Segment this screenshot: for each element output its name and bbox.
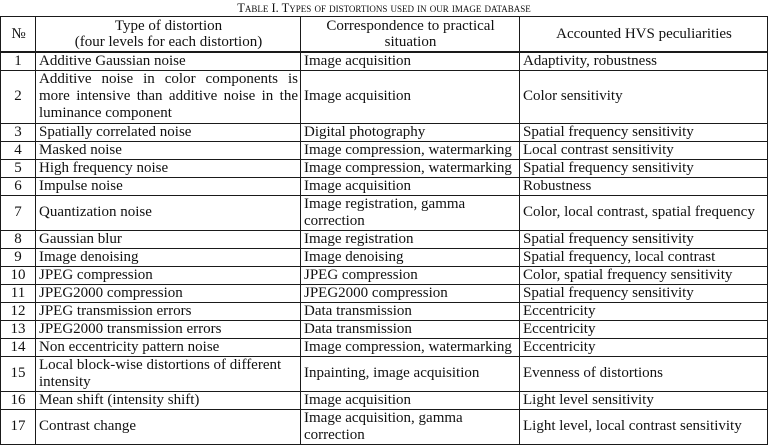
cell-correspondence: Image registration, gamma correction [301, 195, 520, 230]
cell-num: 17 [1, 409, 36, 444]
table-row [1, 391, 768, 409]
header-corr-line1: Correspondence to practical [326, 17, 495, 34]
cell-type: Mean shift (intensity shift) [36, 391, 301, 409]
cell-correspondence: Image acquisition [301, 177, 520, 195]
cell-type: JPEG transmission errors [36, 302, 301, 320]
cell-correspondence: Digital photography [301, 123, 520, 141]
cell-type: Spatially correlated noise [36, 123, 301, 141]
cell-type: Masked noise [36, 141, 301, 159]
cell-correspondence: Image acquisition [301, 391, 520, 409]
cell-hvs: Spatial frequency sensitivity [520, 159, 768, 177]
cell-hvs: Spatial frequency, local contrast [520, 248, 768, 266]
cell-correspondence: Image acquisition, gamma correction [301, 409, 520, 444]
cell-hvs: Light level sensitivity [520, 391, 768, 409]
table-row [1, 302, 768, 320]
cell-correspondence: Image registration [301, 230, 520, 248]
table-row [1, 230, 768, 248]
cell-correspondence: JPEG2000 compression [301, 284, 520, 302]
cell-type: High frequency noise [36, 159, 301, 177]
cell-hvs: Eccentricity [520, 338, 768, 356]
cell-type: Image denoising [36, 248, 301, 266]
table-row [1, 338, 768, 356]
table-header-row [1, 17, 768, 52]
cell-hvs: Eccentricity [520, 302, 768, 320]
distortions-table [0, 16, 768, 445]
cell-num: 16 [1, 391, 36, 409]
table-row [1, 195, 768, 230]
cell-correspondence: Data transmission [301, 320, 520, 338]
cell-correspondence: Image compression, watermarking [301, 159, 520, 177]
table-row [1, 141, 768, 159]
cell-type: Additive Gaussian noise [36, 52, 301, 71]
cell-num: 4 [1, 141, 36, 159]
cell-num: 13 [1, 320, 36, 338]
cell-type: JPEG2000 transmission errors [36, 320, 301, 338]
caption-prefix: Table I. [237, 1, 282, 15]
header-hvs: Accounted HVS peculiarities [520, 17, 768, 52]
cell-hvs: Evenness of distortions [520, 356, 768, 391]
cell-type: Local block-wise distortions of different intensity [36, 356, 301, 391]
cell-type: Gaussian blur [36, 230, 301, 248]
cell-correspondence: Image compression, watermarking [301, 141, 520, 159]
cell-hvs: Color sensitivity [520, 70, 768, 123]
cell-num: 15 [1, 356, 36, 391]
table-row [1, 284, 768, 302]
table-caption [0, 0, 768, 16]
header-type [36, 17, 301, 52]
cell-num: 11 [1, 284, 36, 302]
header-type-line2: (four levels for each distortion) [74, 33, 263, 50]
table-row [1, 70, 768, 123]
header-correspondence [301, 17, 520, 52]
table-row [1, 248, 768, 266]
cell-type: Non eccentricity pattern noise [36, 338, 301, 356]
table-row [1, 52, 768, 71]
cell-type: JPEG compression [36, 266, 301, 284]
cell-correspondence: Image compression, watermarking [301, 338, 520, 356]
table-row [1, 356, 768, 391]
cell-correspondence: Image acquisition [301, 70, 520, 123]
cell-num: 2 [1, 70, 36, 123]
cell-num: 12 [1, 302, 36, 320]
cell-num: 1 [1, 52, 36, 71]
cell-type: Quantization noise [36, 195, 301, 230]
cell-num: 9 [1, 248, 36, 266]
cell-num: 5 [1, 159, 36, 177]
cell-num: 10 [1, 266, 36, 284]
cell-type: Additive noise in color components is more intensive than additive noise in the luminance component [36, 70, 301, 123]
header-corr-line2: situation [384, 33, 437, 50]
table-row [1, 409, 768, 444]
cell-hvs: Color, spatial frequency sensitivity [520, 266, 768, 284]
cell-hvs: Spatial frequency sensitivity [520, 284, 768, 302]
cell-hvs: Color, local contrast, spatial frequency [520, 195, 768, 230]
cell-type: Impulse noise [36, 177, 301, 195]
cell-correspondence: Image denoising [301, 248, 520, 266]
cell-hvs: Local contrast sensitivity [520, 141, 768, 159]
cell-hvs: Adaptivity, robustness [520, 52, 768, 71]
cell-correspondence: JPEG compression [301, 266, 520, 284]
cell-hvs: Spatial frequency sensitivity [520, 123, 768, 141]
header-num: № [1, 17, 36, 52]
cell-num: 3 [1, 123, 36, 141]
cell-hvs: Eccentricity [520, 320, 768, 338]
cell-hvs: Robustness [520, 177, 768, 195]
cell-num: 14 [1, 338, 36, 356]
table-row [1, 123, 768, 141]
cell-hvs: Light level, local contrast sensitivity [520, 409, 768, 444]
table-row [1, 320, 768, 338]
table-row [1, 159, 768, 177]
table-row [1, 266, 768, 284]
cell-correspondence: Image acquisition [301, 52, 520, 71]
caption-title: Types of distortions used in our image database [281, 1, 531, 15]
cell-num: 6 [1, 177, 36, 195]
cell-num: 8 [1, 230, 36, 248]
cell-correspondence: Data transmission [301, 302, 520, 320]
cell-type: Contrast change [36, 409, 301, 444]
table-row [1, 177, 768, 195]
cell-num: 7 [1, 195, 36, 230]
cell-hvs: Spatial frequency sensitivity [520, 230, 768, 248]
cell-correspondence: Inpainting, image acquisition [301, 356, 520, 391]
cell-type: JPEG2000 compression [36, 284, 301, 302]
header-type-line1: Type of distortion [114, 17, 223, 34]
